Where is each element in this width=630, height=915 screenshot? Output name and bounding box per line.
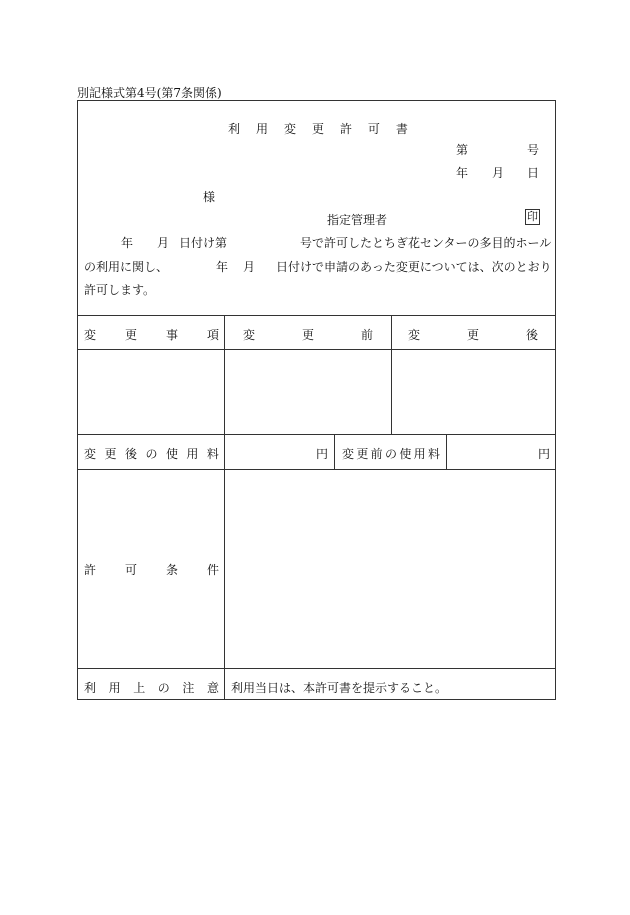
conditions-bottom-rule [78, 668, 555, 669]
table-top-rule [78, 315, 555, 316]
header-change-item-char: 事 [165, 328, 178, 342]
notes-label-char: 注 [182, 681, 195, 695]
header-change-item [84, 326, 219, 343]
notes-label-char: 上 [133, 681, 146, 695]
fee-after-yen: 円 [316, 447, 329, 461]
fee-after-label-char: 料 [206, 447, 219, 461]
document-title [228, 120, 408, 137]
issue-date-day: 日 [527, 166, 540, 180]
notes-label-char: 用 [108, 681, 121, 695]
fee-before-label-char: 更 [356, 447, 369, 461]
conditions-label-char: 条 [165, 563, 178, 577]
seal-wrap [525, 209, 540, 225]
issue-date-year: 年 [456, 166, 469, 180]
addressee-honorific: 様 [203, 190, 216, 204]
body-line2-start: の利用に関し、 [84, 260, 169, 274]
header-change-item-char: 更 [124, 328, 137, 342]
title-char: 許 [339, 122, 352, 136]
header-before-change-char: 前 [360, 328, 373, 342]
header-before-change-char: 変 [243, 328, 256, 342]
issue-date-month: 月 [492, 166, 505, 180]
header-after-change-char: 変 [408, 328, 421, 342]
conditions-label-char: 件 [206, 563, 219, 577]
conditions-label-char: 許 [84, 563, 97, 577]
body-line3: 許可します。 [84, 283, 156, 297]
header-after-change-char: 更 [466, 328, 479, 342]
permit-number-prefix: 第 [456, 143, 469, 157]
permit-number-suffix: 号 [527, 143, 540, 157]
title-char: 利 [228, 122, 241, 136]
body-line2-rest: 日付けで申請のあった変更については、次のとおり [276, 260, 552, 274]
header-change-item-char: 変 [84, 328, 97, 342]
seal-mark: 印 [527, 210, 538, 223]
body-line1-year: 年 [121, 236, 134, 250]
header-bottom-rule [78, 349, 555, 350]
notes-label [84, 679, 219, 696]
before-after-divider [391, 315, 392, 434]
header-change-item-char: 項 [206, 328, 219, 342]
title-char: 変 [283, 122, 296, 136]
fee-after-label-char: の [145, 447, 158, 461]
fee-row-bottom-rule [78, 469, 555, 470]
notes-label-char: 意 [206, 681, 219, 695]
fee-before-yen: 円 [538, 447, 551, 461]
fee-before-label-char: 使 [399, 447, 412, 461]
header-before-change [243, 326, 373, 343]
notes-text: 利用当日は、本許可書を提示すること。 [231, 681, 448, 695]
notes-label-char: の [157, 681, 170, 695]
body-line1-month: 月 [157, 236, 170, 250]
title-char: 可 [367, 122, 380, 136]
body-line2-month: 月 [243, 260, 256, 274]
label-column-rule [224, 315, 225, 700]
fee-after-label [84, 445, 219, 462]
fee-before-label-char: 変 [342, 447, 355, 461]
conditions-label-char: 可 [124, 563, 137, 577]
title-char: 書 [395, 122, 408, 136]
fee-before-label-char: 前 [370, 447, 383, 461]
fee-after-label-char: 更 [104, 447, 117, 461]
body-line1-rest: 号で許可したとちぎ花センターの多目的ホール [300, 236, 552, 250]
content-bottom-rule [78, 434, 555, 435]
fee-after-label-char: 用 [186, 447, 199, 461]
permit-document [77, 100, 556, 700]
fee-after-label-char: 後 [124, 447, 137, 461]
issuer-label: 指定管理者 [327, 213, 388, 227]
title-char: 用 [255, 122, 268, 136]
notes-label-char: 利 [84, 681, 97, 695]
fee-before-label-char: 料 [427, 447, 440, 461]
fee-after-label-char: 変 [84, 447, 97, 461]
body-line1-dated: 日付け第 [179, 236, 228, 250]
fee-before-label-char: 用 [413, 447, 426, 461]
fee-before-label-char: の [384, 447, 397, 461]
fee-before-label [342, 445, 440, 462]
fee-mid-divider-2 [446, 434, 447, 469]
fee-mid-divider-1 [334, 434, 335, 469]
conditions-label [84, 561, 219, 578]
fee-after-label-char: 使 [165, 447, 178, 461]
header-after-change [408, 326, 538, 343]
form-number-label: 別記様式第4号(第7条関係) [77, 86, 222, 100]
body-line2-year: 年 [216, 260, 229, 274]
title-char: 更 [311, 122, 324, 136]
header-before-change-char: 更 [301, 328, 314, 342]
header-after-change-char: 後 [525, 328, 538, 342]
